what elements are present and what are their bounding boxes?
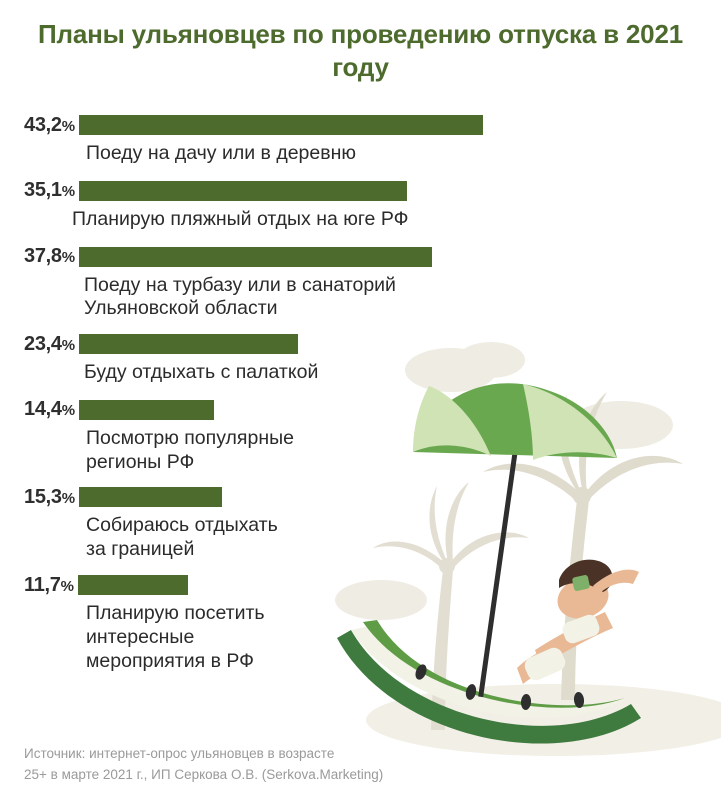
bar-line xyxy=(24,112,721,138)
bar-value: 11,7% xyxy=(24,573,74,596)
bar-label: Планирую пляжный отдых на юге РФ xyxy=(72,207,409,230)
bar-label-line: Собираюсь отдыхать xyxy=(86,514,278,537)
chart-row xyxy=(0,112,721,166)
bar-value: 23,4% xyxy=(24,332,75,355)
bar-fill xyxy=(78,575,188,595)
bar-chart xyxy=(0,112,721,673)
bar-value: 43,2% xyxy=(24,113,75,136)
bar-value: 15,3% xyxy=(24,485,75,508)
bar-label: Буду отдыхать с палаткой xyxy=(84,361,319,384)
bar-fill xyxy=(79,247,432,267)
bar-label-line: Ульяновской области xyxy=(84,297,278,320)
bar-line xyxy=(24,178,721,204)
bar-value: 35,1% xyxy=(24,179,75,202)
source-line-1: Источник: интернет-опрос ульяновцев в возрасте xyxy=(24,746,335,762)
bar-fill xyxy=(79,400,214,420)
chart-row xyxy=(0,572,721,673)
chart-row xyxy=(0,397,721,475)
bar-line xyxy=(24,331,721,357)
bar-line xyxy=(24,572,721,598)
bar-label-line: Планирую посетить xyxy=(86,602,265,625)
bar-label xyxy=(84,274,514,322)
bar-fill xyxy=(79,334,298,354)
bar-value: 37,8% xyxy=(24,245,75,268)
bar-line xyxy=(24,397,721,423)
bar-label-line: интересные xyxy=(86,625,195,648)
page-title: Планы ульяновцев по проведению отпуска в 2021 году xyxy=(38,19,683,83)
bar-label-line: мероприятия в РФ xyxy=(86,649,254,672)
bar-line xyxy=(24,244,721,270)
bar-fill xyxy=(79,181,407,201)
bar-label-line: регионы РФ xyxy=(86,450,195,473)
bar-label-line: Поеду на турбазу или в санаторий xyxy=(84,273,396,296)
bar-label: Поеду на дачу или в деревню xyxy=(86,142,357,164)
bar-fill xyxy=(79,115,483,135)
chart-row xyxy=(0,244,721,322)
source-line-2: 25+ в марте 2021 г., ИП Серкова О.В. (Serkova.Marketing) xyxy=(24,767,384,783)
bar-label xyxy=(86,602,516,673)
bar-label xyxy=(86,514,516,562)
bar-label xyxy=(86,427,516,475)
chart-row xyxy=(0,178,721,232)
bar-label-line: за границей xyxy=(86,538,195,561)
chart-row xyxy=(0,331,721,385)
bar-label-line: Посмотрю популярные xyxy=(86,426,294,449)
bar-value: 14,4% xyxy=(24,398,75,421)
chart-row xyxy=(0,484,721,562)
bar-fill xyxy=(79,487,222,507)
source-note xyxy=(24,744,494,786)
bar-line xyxy=(24,484,721,510)
